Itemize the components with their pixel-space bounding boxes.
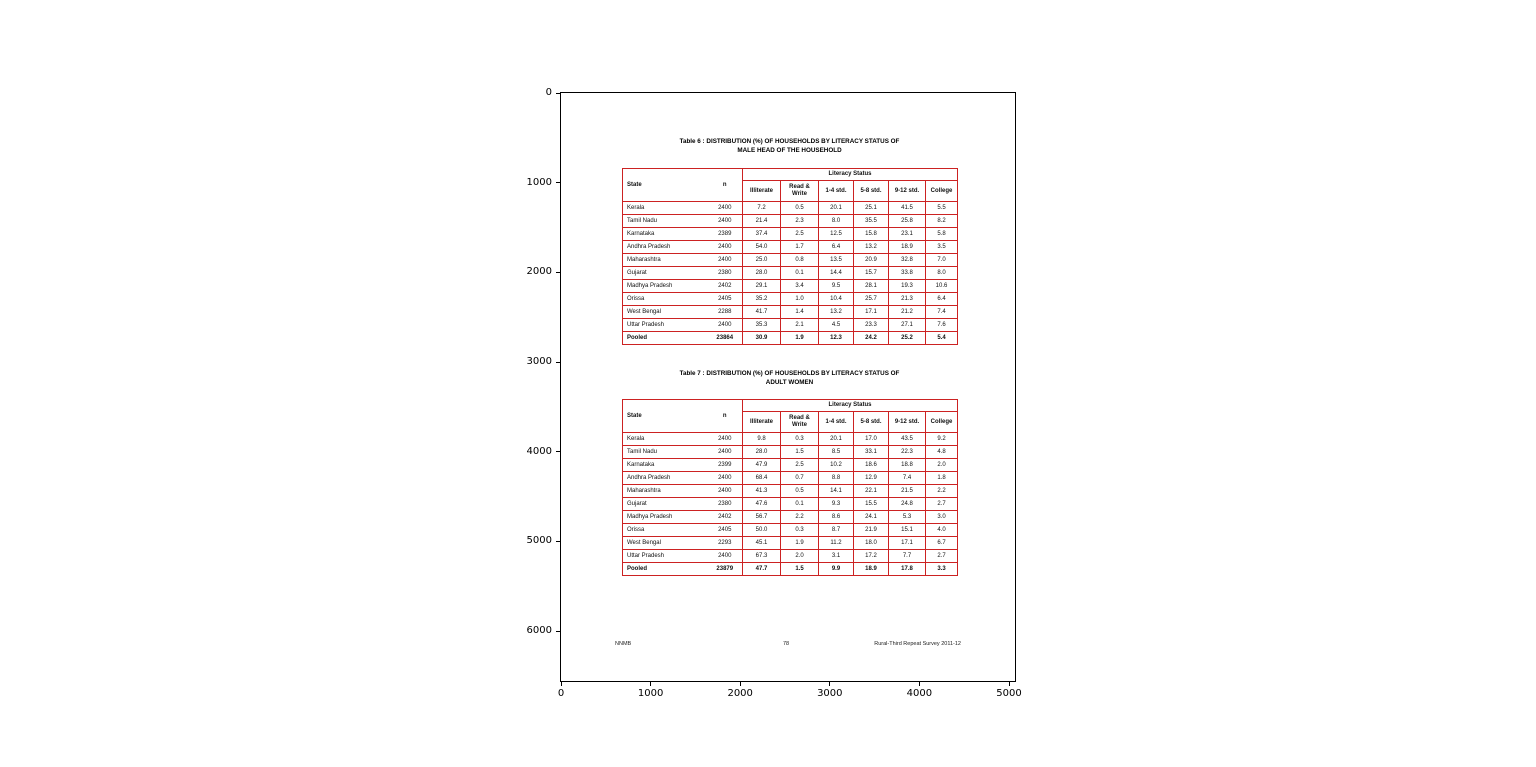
value-cell: 9.3 bbox=[819, 498, 854, 511]
value-cell: 33.1 bbox=[854, 446, 889, 459]
value-cell: 8.0 bbox=[926, 267, 958, 280]
value-cell: 4.5 bbox=[819, 319, 854, 332]
value-cell: 9.2 bbox=[926, 433, 958, 446]
value-cell: 23.1 bbox=[889, 228, 926, 241]
value-cell: 2402 bbox=[718, 513, 732, 520]
col-header: Illiterate bbox=[743, 181, 781, 202]
value-cell: 2.2 bbox=[926, 485, 958, 498]
value-cell: 0.5 bbox=[781, 202, 819, 215]
value-cell: 25.1 bbox=[854, 202, 889, 215]
state-cell: Andhra Pradesh bbox=[627, 243, 671, 250]
value-cell: 33.8 bbox=[889, 267, 926, 280]
y-tick-mark bbox=[556, 362, 561, 363]
table-row bbox=[623, 254, 958, 267]
state-cell: Gujarat bbox=[627, 269, 647, 276]
pooled-cell: 23879 bbox=[716, 565, 734, 572]
col-header: 9-12 std. bbox=[889, 181, 926, 202]
value-cell: 35.3 bbox=[743, 319, 781, 332]
col-header-state: State bbox=[627, 412, 642, 419]
pooled-row bbox=[623, 563, 958, 576]
value-cell: 2380 bbox=[718, 269, 732, 276]
y-tick-label: 1000 bbox=[526, 176, 552, 188]
value-cell: 25.0 bbox=[743, 254, 781, 267]
table-row bbox=[623, 241, 958, 254]
state-cell: Kerala bbox=[627, 204, 645, 211]
pooled-cell: 18.9 bbox=[854, 563, 889, 576]
pooled-cell: 23864 bbox=[716, 334, 734, 341]
state-cell: Tamil Nadu bbox=[627, 448, 658, 455]
state-cell: Orissa bbox=[627, 526, 645, 533]
table-row bbox=[623, 459, 958, 472]
header-row-group bbox=[623, 400, 958, 412]
table6-title-line2: MALE HEAD OF THE HOUSEHOLD bbox=[737, 146, 842, 154]
footer-page-number: 78 bbox=[783, 641, 790, 647]
value-cell: 47.9 bbox=[743, 459, 781, 472]
pooled-cell: 24.2 bbox=[854, 332, 889, 345]
value-cell: 17.2 bbox=[854, 550, 889, 563]
value-cell: 28.1 bbox=[854, 280, 889, 293]
value-cell: 68.4 bbox=[743, 472, 781, 485]
state-cell: Tamil Nadu bbox=[627, 217, 658, 224]
value-cell: 0.3 bbox=[781, 524, 819, 537]
value-cell: 12.9 bbox=[854, 472, 889, 485]
value-cell: 21.5 bbox=[889, 485, 926, 498]
value-cell: 0.1 bbox=[781, 498, 819, 511]
value-cell: 35.5 bbox=[854, 215, 889, 228]
state-cell: West Bengal bbox=[627, 539, 661, 546]
value-cell: 2402 bbox=[718, 282, 732, 289]
value-cell: 12.5 bbox=[819, 228, 854, 241]
table-row bbox=[623, 280, 958, 293]
state-cell: Karnataka bbox=[627, 230, 655, 237]
value-cell: 2400 bbox=[718, 435, 732, 442]
value-cell: 2.7 bbox=[926, 550, 958, 563]
document-page bbox=[561, 93, 1015, 681]
value-cell: 2400 bbox=[718, 243, 732, 250]
table7-title bbox=[622, 370, 957, 388]
col-header: 5-8 std. bbox=[854, 181, 889, 202]
value-cell: 6.4 bbox=[926, 293, 958, 306]
pooled-cell: Pooled bbox=[627, 334, 648, 341]
table-row bbox=[623, 215, 958, 228]
value-cell: 2.0 bbox=[926, 459, 958, 472]
value-cell: 13.5 bbox=[819, 254, 854, 267]
pooled-cell: 12.3 bbox=[819, 332, 854, 345]
value-cell: 2400 bbox=[718, 256, 732, 263]
x-tick-label: 2000 bbox=[727, 688, 753, 699]
value-cell: 2.7 bbox=[926, 498, 958, 511]
value-cell: 4.0 bbox=[926, 524, 958, 537]
state-cell: Madhya Pradesh bbox=[627, 513, 673, 520]
value-cell: 6.7 bbox=[926, 537, 958, 550]
value-cell: 18.9 bbox=[889, 241, 926, 254]
value-cell: 5.8 bbox=[926, 228, 958, 241]
col-header: Read & Write bbox=[781, 181, 819, 202]
value-cell: 1.8 bbox=[926, 472, 958, 485]
value-cell: 18.0 bbox=[854, 537, 889, 550]
value-cell: 7.4 bbox=[926, 306, 958, 319]
value-cell: 2288 bbox=[718, 308, 732, 315]
x-tick-label: 0 bbox=[557, 688, 565, 699]
value-cell: 3.4 bbox=[781, 280, 819, 293]
page-footer bbox=[615, 641, 961, 651]
value-cell: 41.5 bbox=[889, 202, 926, 215]
value-cell: 19.3 bbox=[889, 280, 926, 293]
value-cell: 1.9 bbox=[781, 537, 819, 550]
value-cell: 0.1 bbox=[781, 267, 819, 280]
value-cell: 2400 bbox=[718, 321, 732, 328]
value-cell: 17.0 bbox=[854, 433, 889, 446]
col-header: 1-4 std. bbox=[819, 181, 854, 202]
value-cell: 15.8 bbox=[854, 228, 889, 241]
value-cell: 25.7 bbox=[854, 293, 889, 306]
value-cell: 43.5 bbox=[889, 433, 926, 446]
x-tick-label: 3000 bbox=[817, 688, 843, 699]
value-cell: 54.0 bbox=[743, 241, 781, 254]
table-row bbox=[623, 550, 958, 563]
y-tick-label: 3000 bbox=[526, 356, 552, 367]
table-row bbox=[623, 485, 958, 498]
table-body bbox=[623, 202, 958, 345]
col-header: College bbox=[926, 412, 958, 433]
value-cell: 28.0 bbox=[743, 446, 781, 459]
pooled-cell: 17.8 bbox=[889, 563, 926, 576]
x-tick-mark bbox=[829, 681, 830, 686]
x-tick-mark bbox=[1009, 681, 1010, 686]
value-cell: 9.5 bbox=[819, 280, 854, 293]
table7-literacy-adult-women bbox=[622, 399, 958, 576]
value-cell: 50.0 bbox=[743, 524, 781, 537]
value-cell: 0.5 bbox=[781, 485, 819, 498]
value-cell: 9.8 bbox=[743, 433, 781, 446]
value-cell: 8.5 bbox=[819, 446, 854, 459]
footer-org: NNMB bbox=[615, 641, 632, 647]
value-cell: 0.8 bbox=[781, 254, 819, 267]
value-cell: 22.1 bbox=[854, 485, 889, 498]
table7-title-line1: Table 7 : DISTRIBUTION (%) OF HOUSEHOLDS BY LITERACY STATUS OF bbox=[679, 370, 900, 377]
y-tick-label: 4000 bbox=[526, 445, 552, 457]
value-cell: 2400 bbox=[718, 217, 732, 224]
value-cell: 21.3 bbox=[889, 293, 926, 306]
state-cell: Uttar Pradesh bbox=[627, 321, 665, 328]
value-cell: 7.6 bbox=[926, 319, 958, 332]
header-row-group bbox=[623, 169, 958, 181]
x-tick-label: 4000 bbox=[906, 688, 933, 699]
state-cell: Karnataka bbox=[627, 461, 655, 468]
col-header-n: n bbox=[722, 181, 727, 188]
value-cell: 67.3 bbox=[743, 550, 781, 563]
table-body bbox=[623, 433, 958, 576]
x-tick-mark bbox=[740, 681, 741, 686]
state-cell: Maharashtra bbox=[627, 487, 661, 494]
value-cell: 2.0 bbox=[781, 550, 819, 563]
value-cell: 2400 bbox=[718, 448, 732, 455]
value-cell: 15.1 bbox=[889, 524, 926, 537]
value-cell: 56.7 bbox=[743, 511, 781, 524]
table-row bbox=[623, 228, 958, 241]
col-header: College bbox=[926, 181, 958, 202]
value-cell: 20.9 bbox=[854, 254, 889, 267]
state-cell: Orissa bbox=[627, 295, 645, 302]
value-cell: 8.6 bbox=[819, 511, 854, 524]
col-header: 9-12 std. bbox=[889, 412, 926, 433]
value-cell: 1.0 bbox=[781, 293, 819, 306]
x-tick-mark bbox=[561, 681, 562, 686]
table-row bbox=[623, 537, 958, 550]
table-header bbox=[623, 169, 958, 202]
value-cell: 37.4 bbox=[743, 228, 781, 241]
x-tick-label: 5000 bbox=[996, 688, 1022, 699]
value-cell: 2400 bbox=[718, 552, 732, 559]
literacy-status-group-header: Literacy Status bbox=[743, 400, 958, 412]
table-header bbox=[623, 400, 958, 433]
table6-title-line1: Table 6 : DISTRIBUTION (%) OF HOUSEHOLDS BY LITERACY STATUS OF bbox=[679, 138, 900, 145]
table-row bbox=[623, 524, 958, 537]
value-cell: 15.5 bbox=[854, 498, 889, 511]
value-cell: 1.5 bbox=[781, 446, 819, 459]
value-cell: 2400 bbox=[718, 204, 732, 211]
value-cell: 22.3 bbox=[889, 446, 926, 459]
value-cell: 10.4 bbox=[819, 293, 854, 306]
x-tick-label: 1000 bbox=[637, 688, 664, 699]
col-header: Read & Write bbox=[781, 412, 819, 433]
table-row bbox=[623, 306, 958, 319]
value-cell: 7.0 bbox=[926, 254, 958, 267]
col-header: 1-4 std. bbox=[819, 412, 854, 433]
value-cell: 2.1 bbox=[781, 319, 819, 332]
pooled-cell: 1.5 bbox=[781, 563, 819, 576]
value-cell: 41.3 bbox=[743, 485, 781, 498]
value-cell: 21.9 bbox=[854, 524, 889, 537]
col-header-n: n bbox=[722, 412, 727, 419]
value-cell: 2405 bbox=[718, 526, 732, 533]
table6-literacy-male-head bbox=[622, 168, 958, 345]
value-cell: 21.4 bbox=[743, 215, 781, 228]
y-tick-mark bbox=[556, 451, 561, 452]
y-tick-label: 6000 bbox=[526, 625, 552, 637]
y-tick-mark bbox=[556, 93, 561, 94]
pooled-cell: 5.4 bbox=[926, 332, 958, 345]
value-cell: 7.2 bbox=[743, 202, 781, 215]
value-cell: 2380 bbox=[718, 500, 732, 507]
pooled-row bbox=[623, 332, 958, 345]
x-tick-mark bbox=[919, 681, 920, 686]
pooled-cell: 30.9 bbox=[743, 332, 781, 345]
value-cell: 24.1 bbox=[854, 511, 889, 524]
value-cell: 2.3 bbox=[781, 215, 819, 228]
state-cell: Maharashtra bbox=[627, 256, 661, 263]
state-cell: Madhya Pradesh bbox=[627, 282, 673, 289]
value-cell: 32.8 bbox=[889, 254, 926, 267]
value-cell: 8.8 bbox=[819, 472, 854, 485]
value-cell: 2293 bbox=[718, 539, 732, 546]
table7-title-line2: ADULT WOMEN bbox=[765, 378, 814, 386]
value-cell: 18.6 bbox=[854, 459, 889, 472]
table-row bbox=[623, 267, 958, 280]
value-cell: 15.7 bbox=[854, 267, 889, 280]
y-tick-mark bbox=[556, 631, 561, 632]
pooled-cell: Pooled bbox=[627, 565, 648, 572]
value-cell: 7.4 bbox=[889, 472, 926, 485]
value-cell: 13.2 bbox=[819, 306, 854, 319]
value-cell: 25.8 bbox=[889, 215, 926, 228]
value-cell: 21.2 bbox=[889, 306, 926, 319]
value-cell: 17.1 bbox=[889, 537, 926, 550]
table-row bbox=[623, 498, 958, 511]
literacy-status-group-header: Literacy Status bbox=[743, 169, 958, 181]
y-tick-label: 5000 bbox=[526, 535, 552, 547]
col-header: Illiterate bbox=[743, 412, 781, 433]
pooled-cell: 1.9 bbox=[781, 332, 819, 345]
value-cell: 20.1 bbox=[819, 433, 854, 446]
pooled-cell: 47.7 bbox=[743, 563, 781, 576]
table-row bbox=[623, 433, 958, 446]
value-cell: 2.5 bbox=[781, 459, 819, 472]
value-cell: 28.0 bbox=[743, 267, 781, 280]
value-cell: 0.3 bbox=[781, 433, 819, 446]
value-cell: 14.1 bbox=[819, 485, 854, 498]
table-row bbox=[623, 293, 958, 306]
value-cell: 45.1 bbox=[743, 537, 781, 550]
value-cell: 8.0 bbox=[819, 215, 854, 228]
value-cell: 35.2 bbox=[743, 293, 781, 306]
value-cell: 2.2 bbox=[781, 511, 819, 524]
value-cell: 8.7 bbox=[819, 524, 854, 537]
table-row bbox=[623, 511, 958, 524]
value-cell: 2405 bbox=[718, 295, 732, 302]
value-cell: 5.5 bbox=[926, 202, 958, 215]
value-cell: 17.1 bbox=[854, 306, 889, 319]
value-cell: 47.6 bbox=[743, 498, 781, 511]
value-cell: 3.0 bbox=[926, 511, 958, 524]
state-cell: Uttar Pradesh bbox=[627, 552, 665, 559]
value-cell: 1.7 bbox=[781, 241, 819, 254]
value-cell: 27.1 bbox=[889, 319, 926, 332]
value-cell: 2399 bbox=[718, 461, 732, 468]
value-cell: 18.8 bbox=[889, 459, 926, 472]
pooled-cell: 3.3 bbox=[926, 563, 958, 576]
value-cell: 2389 bbox=[718, 230, 732, 237]
value-cell: 8.2 bbox=[926, 215, 958, 228]
value-cell: 3.5 bbox=[926, 241, 958, 254]
state-cell: Gujarat bbox=[627, 500, 647, 507]
value-cell: 0.7 bbox=[781, 472, 819, 485]
value-cell: 4.8 bbox=[926, 446, 958, 459]
state-cell: Kerala bbox=[627, 435, 645, 442]
value-cell: 2400 bbox=[718, 474, 732, 481]
value-cell: 3.1 bbox=[819, 550, 854, 563]
y-tick-mark bbox=[556, 272, 561, 273]
col-header-state: State bbox=[627, 181, 642, 188]
pooled-cell: 9.9 bbox=[819, 563, 854, 576]
value-cell: 29.1 bbox=[743, 280, 781, 293]
footer-survey-name: Rural-Third Repeat Survey 2011-12 bbox=[874, 641, 961, 647]
table-row bbox=[623, 319, 958, 332]
y-tick-label: 0 bbox=[545, 87, 552, 98]
value-cell: 14.4 bbox=[819, 267, 854, 280]
value-cell: 1.4 bbox=[781, 306, 819, 319]
value-cell: 5.3 bbox=[889, 511, 926, 524]
value-cell: 24.8 bbox=[889, 498, 926, 511]
y-tick-mark bbox=[556, 182, 561, 183]
value-cell: 10.2 bbox=[819, 459, 854, 472]
pooled-cell: 25.2 bbox=[889, 332, 926, 345]
value-cell: 13.2 bbox=[854, 241, 889, 254]
plot-axes bbox=[526, 87, 1022, 699]
y-tick-label: 2000 bbox=[526, 266, 552, 278]
value-cell: 7.7 bbox=[889, 550, 926, 563]
x-tick-mark bbox=[650, 681, 651, 686]
col-header: 5-8 std. bbox=[854, 412, 889, 433]
table-row bbox=[623, 446, 958, 459]
value-cell: 11.2 bbox=[819, 537, 854, 550]
table6-title bbox=[622, 138, 957, 156]
state-cell: West Bengal bbox=[627, 308, 661, 315]
table-row bbox=[623, 472, 958, 485]
value-cell: 2400 bbox=[718, 487, 732, 494]
value-cell: 41.7 bbox=[743, 306, 781, 319]
value-cell: 2.5 bbox=[781, 228, 819, 241]
state-cell: Andhra Pradesh bbox=[627, 474, 671, 481]
value-cell: 20.1 bbox=[819, 202, 854, 215]
value-cell: 6.4 bbox=[819, 241, 854, 254]
value-cell: 10.6 bbox=[926, 280, 958, 293]
table-row bbox=[623, 202, 958, 215]
value-cell: 23.3 bbox=[854, 319, 889, 332]
y-tick-mark bbox=[556, 541, 561, 542]
